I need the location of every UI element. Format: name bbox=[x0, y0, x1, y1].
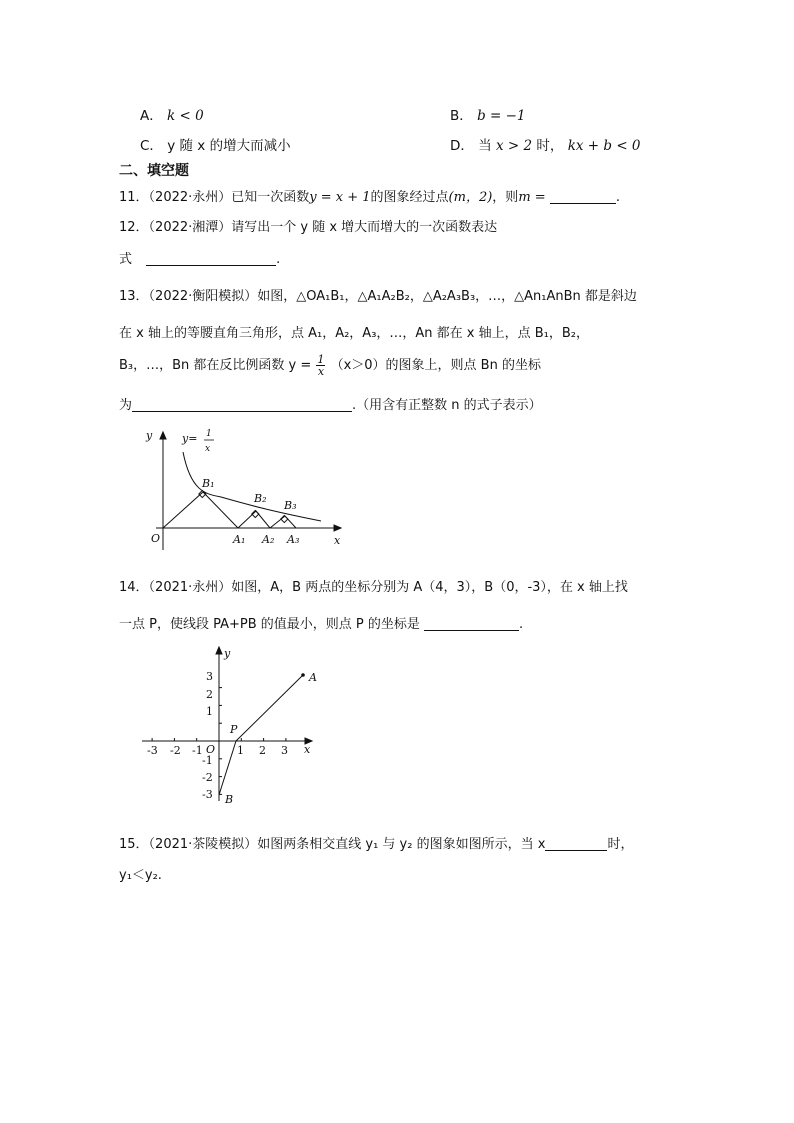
fig13-triangle-2 bbox=[238, 511, 270, 528]
option-d-mid: 时， bbox=[536, 138, 564, 154]
fig14-xtick-label: -3 bbox=[147, 744, 158, 757]
q13-line2: 在 x 轴上的等腰直角三角形，点 A₁，A₂，A₃，…，An 都在 x 轴上，点 B₁，B₂， bbox=[119, 326, 590, 341]
q13-line4-suffix: .（用含有正整数 n 的式子表示） bbox=[352, 398, 542, 413]
option-c bbox=[140, 134, 291, 154]
question-15-line1 bbox=[119, 833, 633, 852]
option-a-label: A． bbox=[140, 108, 163, 124]
fig14-ytick-label: -2 bbox=[202, 771, 213, 784]
option-c-label: C． bbox=[140, 138, 163, 154]
section-title: 二、填空题 bbox=[119, 163, 189, 179]
q11-answer-blank[interactable] bbox=[550, 189, 616, 204]
fig13-origin-label: O bbox=[151, 532, 161, 545]
q11-point: (m，2) bbox=[448, 190, 493, 205]
figure-14 bbox=[138, 643, 328, 808]
fig14-origin-label: O bbox=[206, 743, 216, 756]
q14-line2-prefix: 一点 P，使线段 PA+PB 的值最小，则点 P 的坐标是 bbox=[119, 617, 420, 632]
q13-frac-num: 1 bbox=[317, 353, 325, 366]
fig13-label-b2: B₂ bbox=[254, 492, 267, 505]
fig13-triangle-1 bbox=[163, 492, 238, 528]
option-c-text: y 随 x 的增大而减小 bbox=[167, 138, 291, 154]
fig13-label-a2: A₂ bbox=[262, 533, 275, 546]
q11-tail: ，则 bbox=[492, 190, 519, 205]
question-11 bbox=[119, 186, 620, 205]
fig14-xtick-label: 1 bbox=[237, 744, 244, 757]
fig13-label-b3: B₃ bbox=[284, 499, 297, 512]
q13-line3-post: （x＞0）的图象上，则点 Bn 的坐标 bbox=[330, 358, 541, 373]
fig14-ytick-label: -3 bbox=[202, 788, 213, 801]
question-14-line2 bbox=[119, 613, 523, 632]
fig14-point-a-dot bbox=[301, 673, 305, 677]
option-d-pre: 当 bbox=[478, 138, 492, 154]
fig14-ytick-label: 2 bbox=[206, 688, 213, 701]
q13-answer-blank[interactable] bbox=[132, 397, 352, 412]
q11-prefix: 11．（2022·永州）已知一次函数 bbox=[119, 190, 310, 205]
question-13-line4 bbox=[119, 394, 542, 413]
q15-answer-blank[interactable] bbox=[545, 836, 607, 851]
fig14-y-label: y bbox=[224, 647, 231, 660]
q11-mid: 的图象经过点 bbox=[370, 190, 449, 205]
fig14-ytick-label: 1 bbox=[206, 705, 213, 718]
q12-line1: 12．（2022·湘潭）请写出一个 y 随 x 增大而增大的一次函数表达 bbox=[119, 220, 498, 235]
q12-end: . bbox=[276, 252, 281, 267]
figure-13 bbox=[136, 422, 361, 554]
fig13-func-den: x bbox=[205, 444, 211, 454]
q13-line4-prefix: 为 bbox=[119, 398, 133, 413]
q11-end: . bbox=[615, 190, 620, 205]
option-b-expr: b = −1 bbox=[477, 108, 526, 124]
option-d-label: D． bbox=[450, 138, 474, 154]
fig13-x-arrow bbox=[334, 525, 341, 531]
fig13-triangle-3 bbox=[270, 516, 296, 528]
fig14-xtick-label: 3 bbox=[281, 744, 288, 757]
fig14-ytick-label: -1 bbox=[202, 754, 213, 767]
q15-line1-prefix: 15．（2021·茶陵模拟）如图两条相交直线 y₁ 与 y₂ 的图象如图所示，当 x bbox=[119, 837, 546, 852]
fig13-x-label: x bbox=[334, 534, 341, 547]
fig14-x-label: x bbox=[304, 743, 311, 756]
option-a-expr: k < 0 bbox=[167, 108, 204, 124]
option-b bbox=[450, 104, 526, 124]
fig13-y-arrow bbox=[160, 432, 166, 439]
fig14-xtick-label: -1 bbox=[192, 744, 203, 757]
fig14-y-arrow bbox=[216, 647, 222, 654]
fig14-ytick-label: 3 bbox=[206, 670, 213, 683]
option-a bbox=[140, 104, 204, 124]
fig13-y-label: y bbox=[146, 429, 153, 442]
fig14-label-a: A bbox=[309, 671, 317, 684]
fig13-label-b1: B₁ bbox=[202, 477, 215, 490]
fig14-xtick-label: -2 bbox=[170, 744, 181, 757]
q14-line1: 14．（2021·永州）如图，A，B 两点的坐标分别为 A（4，3），B（0，-3），在 x 轴上找 bbox=[119, 580, 628, 595]
fig13-func-prefix: y= bbox=[182, 432, 198, 445]
option-d-expr: kx + b < 0 bbox=[567, 138, 641, 154]
q15-line1-end: 时， bbox=[607, 837, 634, 852]
q14-answer-blank[interactable] bbox=[424, 616, 519, 631]
fig14-segment-pa bbox=[236, 675, 303, 741]
q12-answer-blank[interactable] bbox=[146, 251, 276, 266]
q15-line2: y₁＜y₂. bbox=[119, 868, 162, 883]
fig13-func-num: 1 bbox=[206, 429, 212, 439]
fig14-label-p: P bbox=[230, 723, 238, 736]
q13-line3-pre: B₃，…，Bn 都在反比例函数 y = bbox=[119, 358, 312, 373]
q13-line3 bbox=[119, 354, 541, 377]
q14-end: . bbox=[519, 617, 524, 632]
option-b-label: B． bbox=[450, 108, 473, 124]
fig14-xtick-label: 2 bbox=[259, 744, 266, 757]
q13-fraction bbox=[316, 354, 325, 377]
q13-frac-den: x bbox=[317, 365, 325, 378]
q11-func: y = x + 1 bbox=[309, 190, 371, 205]
fig14-label-b: B bbox=[225, 793, 234, 806]
fig13-label-a3: A₃ bbox=[287, 533, 300, 546]
q11-var: m = bbox=[518, 190, 546, 205]
fig13-label-a1: A₁ bbox=[233, 533, 246, 546]
q12-prefix: 式 bbox=[119, 252, 133, 267]
fig14-segment-pb bbox=[219, 741, 236, 795]
question-12-line2 bbox=[119, 248, 280, 267]
q13-line1: 13．（2022·衡阳模拟）如图，△OA₁B₁，△A₁A₂B₂，△A₂A₃B₃，…，△An₁AnBn 都是斜边 bbox=[119, 289, 637, 304]
option-d bbox=[450, 134, 641, 154]
option-d-cond: x > 2 bbox=[496, 138, 533, 154]
